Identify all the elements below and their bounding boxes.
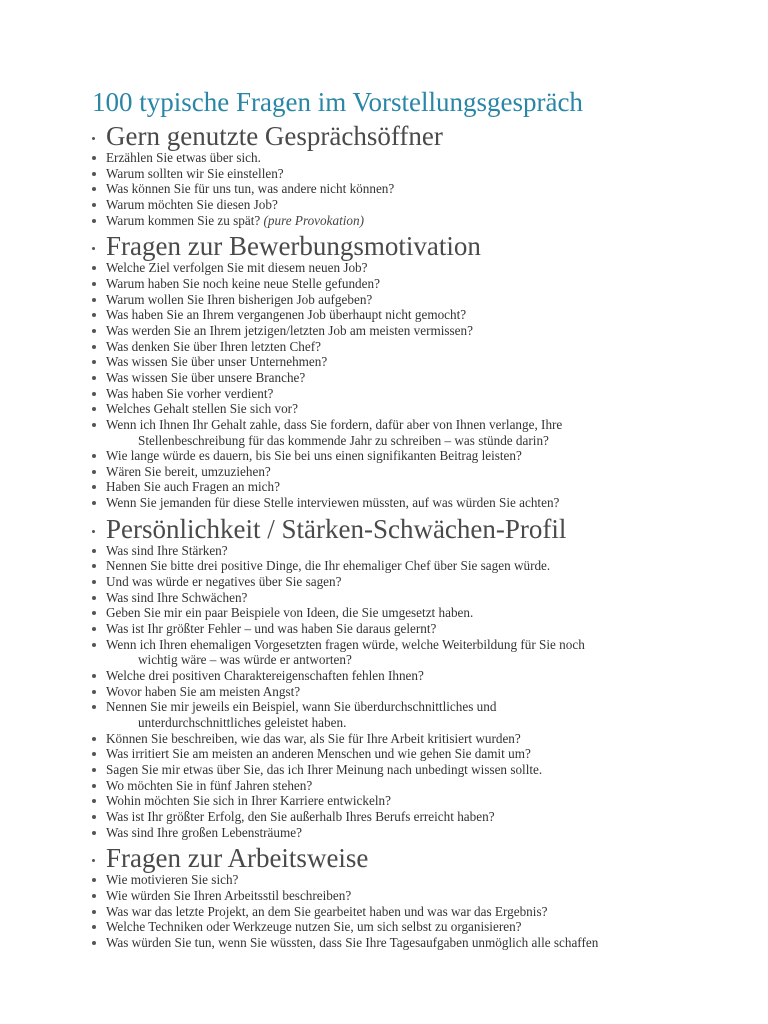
bullet-icon (92, 329, 96, 333)
bullet-icon (92, 627, 96, 631)
list-item (92, 605, 732, 621)
question-text: Was wissen Sie über unser Unternehmen? (106, 354, 328, 370)
question-text: Was können Sie für uns tun, was andere nicht können? (106, 181, 395, 197)
list-item (92, 621, 732, 637)
bullet-icon (92, 282, 96, 286)
list-item (92, 574, 732, 590)
question-text: Wie lange würde es dauern, bis Sie bei uns einen signifikanten Beitrag leisten? (106, 448, 522, 464)
question-text: Erzählen Sie etwas über sich. (106, 150, 261, 165)
list-item (92, 448, 732, 464)
question-text: Wie würden Sie Ihren Arbeitsstil beschreiben? (106, 887, 352, 903)
question-text: Was war das letzte Projekt, an dem Sie gearbeitet haben und was war das Ergebnis? (106, 903, 548, 919)
list-item (92, 699, 732, 730)
sections-container (92, 122, 732, 951)
bullet-icon (92, 549, 96, 553)
bullet-icon (92, 690, 96, 694)
list-item (92, 558, 732, 574)
question-text: Welche Ziel verfolgen Sie mit diesem neuen Job? (106, 260, 368, 276)
question-continuation: Stellenbeschreibung für das kommende Jahr zu schreiben – was stünde darin? (138, 432, 549, 448)
question-text: Wovor haben Sie am meisten Angst? (106, 683, 301, 699)
section-heading (92, 232, 732, 260)
bullet-icon (92, 298, 96, 302)
list-item (92, 778, 732, 794)
list-item (92, 386, 732, 402)
bullet-icon (92, 580, 96, 584)
list-item (92, 260, 732, 276)
section-heading (92, 122, 732, 150)
question-text: Was sind Ihre Schwächen? (106, 589, 248, 605)
question-text: Nennen Sie bitte drei positive Dinge, die Ihr ehemaliger Chef über Sie sagen würde. (106, 558, 551, 574)
question-text: Was wissen Sie über unsere Branche? (106, 369, 306, 385)
question-text: Warum wollen Sie Ihren bisherigen Job aufgeben? (106, 291, 373, 307)
bullet-icon (92, 831, 96, 835)
bullet-icon (92, 376, 96, 380)
bullet-icon (92, 878, 96, 882)
bullet-icon (92, 784, 96, 788)
question-text: Was sind Ihre Stärken? (106, 542, 228, 558)
question-text: Was sind Ihre großen Lebensträume? (106, 824, 302, 840)
section-heading-text: Gern genutzte Gesprächsöffner (106, 121, 443, 151)
section-heading (92, 515, 732, 543)
question-text: Was würden Sie tun, wenn Sie wüssten, dass Sie Ihre Tagesaufgaben unmöglich alle schaffen (106, 934, 599, 950)
question-text: Was irritiert Sie am meisten an anderen Menschen und wie gehen Sie damit um? (106, 746, 531, 762)
list-item (92, 401, 732, 417)
bullet-icon (92, 768, 96, 772)
question-text: Nennen Sie mir jeweils ein Beispiel, wann Sie überdurchschnittliches und (106, 699, 497, 715)
list-item (92, 213, 732, 229)
bullet-icon (92, 859, 95, 862)
question-list (92, 260, 732, 511)
list-item (92, 307, 732, 323)
list-item (92, 150, 732, 166)
list-item (92, 323, 732, 339)
question-note: (pure Provokation) (263, 212, 364, 228)
list-item (92, 479, 732, 495)
question-text: Welches Gehalt stellen Sie sich vor? (106, 401, 298, 417)
list-item (92, 668, 732, 684)
question-text: Wie motivieren Sie sich? (106, 872, 239, 888)
list-item (92, 762, 732, 778)
question-continuation: unterdurchschnittliches geleistet haben. (138, 715, 347, 730)
bullet-icon (92, 894, 96, 898)
question-text: Wenn Sie jemanden für diese Stelle interviewen müssten, auf was würden Sie achten? (106, 495, 560, 511)
bullet-icon (92, 705, 96, 709)
question-text: Was ist Ihr größter Erfolg, den Sie außerhalb Ihres Berufs erreicht haben? (106, 808, 495, 824)
question-text: Wenn ich Ihren ehemaligen Vorgesetzten fragen würde, welche Weiterbildung für Sie noch (106, 636, 585, 652)
list-item (92, 919, 732, 935)
bullet-icon (92, 674, 96, 678)
bullet-icon (92, 156, 96, 160)
question-text: Wohin möchten Sie sich in Ihrer Karriere entwickeln? (106, 793, 391, 809)
list-item (92, 888, 732, 904)
list-item (92, 684, 732, 700)
question-text: Wenn ich Ihnen Ihr Gehalt zahle, dass Sie fordern, dafür aber von Ihnen verlange, Ihre (106, 416, 563, 432)
bullet-icon (92, 596, 96, 600)
bullet-icon (92, 470, 96, 474)
list-item (92, 166, 732, 182)
document-page (92, 86, 732, 951)
bullet-icon (92, 815, 96, 819)
question-text: Wo möchten Sie in fünf Jahren stehen? (106, 777, 313, 793)
bullet-icon (92, 219, 96, 223)
bullet-icon (92, 925, 96, 929)
bullet-icon (92, 611, 96, 615)
list-item (92, 637, 732, 668)
question-text: Was denken Sie über Ihren letzten Chef? (106, 338, 321, 354)
bullet-icon (92, 247, 95, 250)
bullet-icon (92, 313, 96, 317)
list-item (92, 464, 732, 480)
list-item (92, 746, 732, 762)
section-heading-text: Fragen zur Arbeitsweise (106, 843, 369, 874)
bullet-icon (92, 485, 96, 489)
question-text: Welche Techniken oder Werkzeuge nutzen Sie, um sich selbst zu organisieren? (106, 919, 522, 935)
bullet-icon (92, 799, 96, 803)
question-text: Können Sie beschreiben, wie das war, als Sie für Ihre Arbeit kritisiert wurden? (106, 730, 521, 746)
list-item (92, 276, 732, 292)
bullet-icon (92, 454, 96, 458)
question-text: Geben Sie mir ein paar Beispiele von Ideen, die Sie umgesetzt haben. (106, 605, 474, 621)
bullet-icon (92, 423, 96, 427)
document-title: 100 typische Fragen im Vorstellungsgespräch (92, 87, 583, 117)
list-item (92, 872, 732, 888)
question-text: Und was würde er negatives über Sie sagen? (106, 574, 342, 590)
list-item (92, 417, 732, 448)
list-item (92, 181, 732, 197)
list-item (92, 495, 732, 511)
bullet-icon (92, 266, 96, 270)
bullet-icon (92, 360, 96, 364)
question-text: Warum sollten wir Sie einstellen? (106, 165, 284, 181)
question-text: Was haben Sie vorher verdient? (106, 385, 274, 401)
list-item (92, 354, 732, 370)
bullet-icon (92, 187, 96, 191)
list-item (92, 590, 732, 606)
question-text: Haben Sie auch Fragen an mich? (106, 479, 280, 495)
question-text: Warum kommen Sie zu spät? (106, 212, 261, 228)
bullet-icon (92, 941, 96, 945)
section-heading-text: Fragen zur Bewerbungsmotivation (106, 231, 481, 262)
question-text: Sagen Sie mir etwas über Sie, das ich Ihrer Meinung nach unbedingt wissen sollte. (106, 761, 543, 777)
bullet-icon (92, 137, 95, 140)
bullet-icon (92, 203, 96, 207)
bullet-icon (92, 643, 96, 647)
question-text: Welche drei positiven Charaktereigenschaften fehlen Ihnen? (106, 668, 424, 684)
list-item (92, 731, 732, 747)
bullet-icon (92, 530, 95, 533)
bullet-icon (92, 752, 96, 756)
section-heading (92, 844, 732, 872)
list-item (92, 197, 732, 213)
question-continuation: wichtig wäre – was würde er antworten? (138, 652, 352, 668)
question-text: Was ist Ihr größter Fehler – und was haben Sie daraus gelernt? (106, 621, 437, 637)
list-item (92, 339, 732, 355)
bullet-icon (92, 172, 96, 176)
list-item (92, 292, 732, 308)
bullet-icon (92, 345, 96, 349)
bullet-icon (92, 910, 96, 914)
question-text: Was werden Sie an Ihrem jetzigen/letzten Job am meisten vermissen? (106, 322, 473, 338)
list-item (92, 370, 732, 386)
bullet-icon (92, 392, 96, 396)
question-list (92, 543, 732, 840)
list-item (92, 825, 732, 841)
bullet-icon (92, 501, 96, 505)
list-item (92, 793, 732, 809)
bullet-icon (92, 407, 96, 411)
list-item (92, 935, 732, 951)
bullet-icon (92, 564, 96, 568)
bullet-icon (92, 737, 96, 741)
list-item (92, 809, 732, 825)
question-list (92, 150, 732, 228)
list-item (92, 904, 732, 920)
section-heading-text: Persönlichkeit / Stärken-Schwächen-Profil (106, 513, 567, 544)
question-text: Was haben Sie an Ihrem vergangenen Job überhaupt nicht gemocht? (106, 307, 467, 323)
question-list (92, 872, 732, 950)
list-item (92, 543, 732, 559)
question-text: Wären Sie bereit, umzuziehen? (106, 463, 271, 479)
question-text: Warum haben Sie noch keine neue Stelle gefunden? (106, 275, 380, 291)
question-text: Warum möchten Sie diesen Job? (106, 196, 278, 212)
